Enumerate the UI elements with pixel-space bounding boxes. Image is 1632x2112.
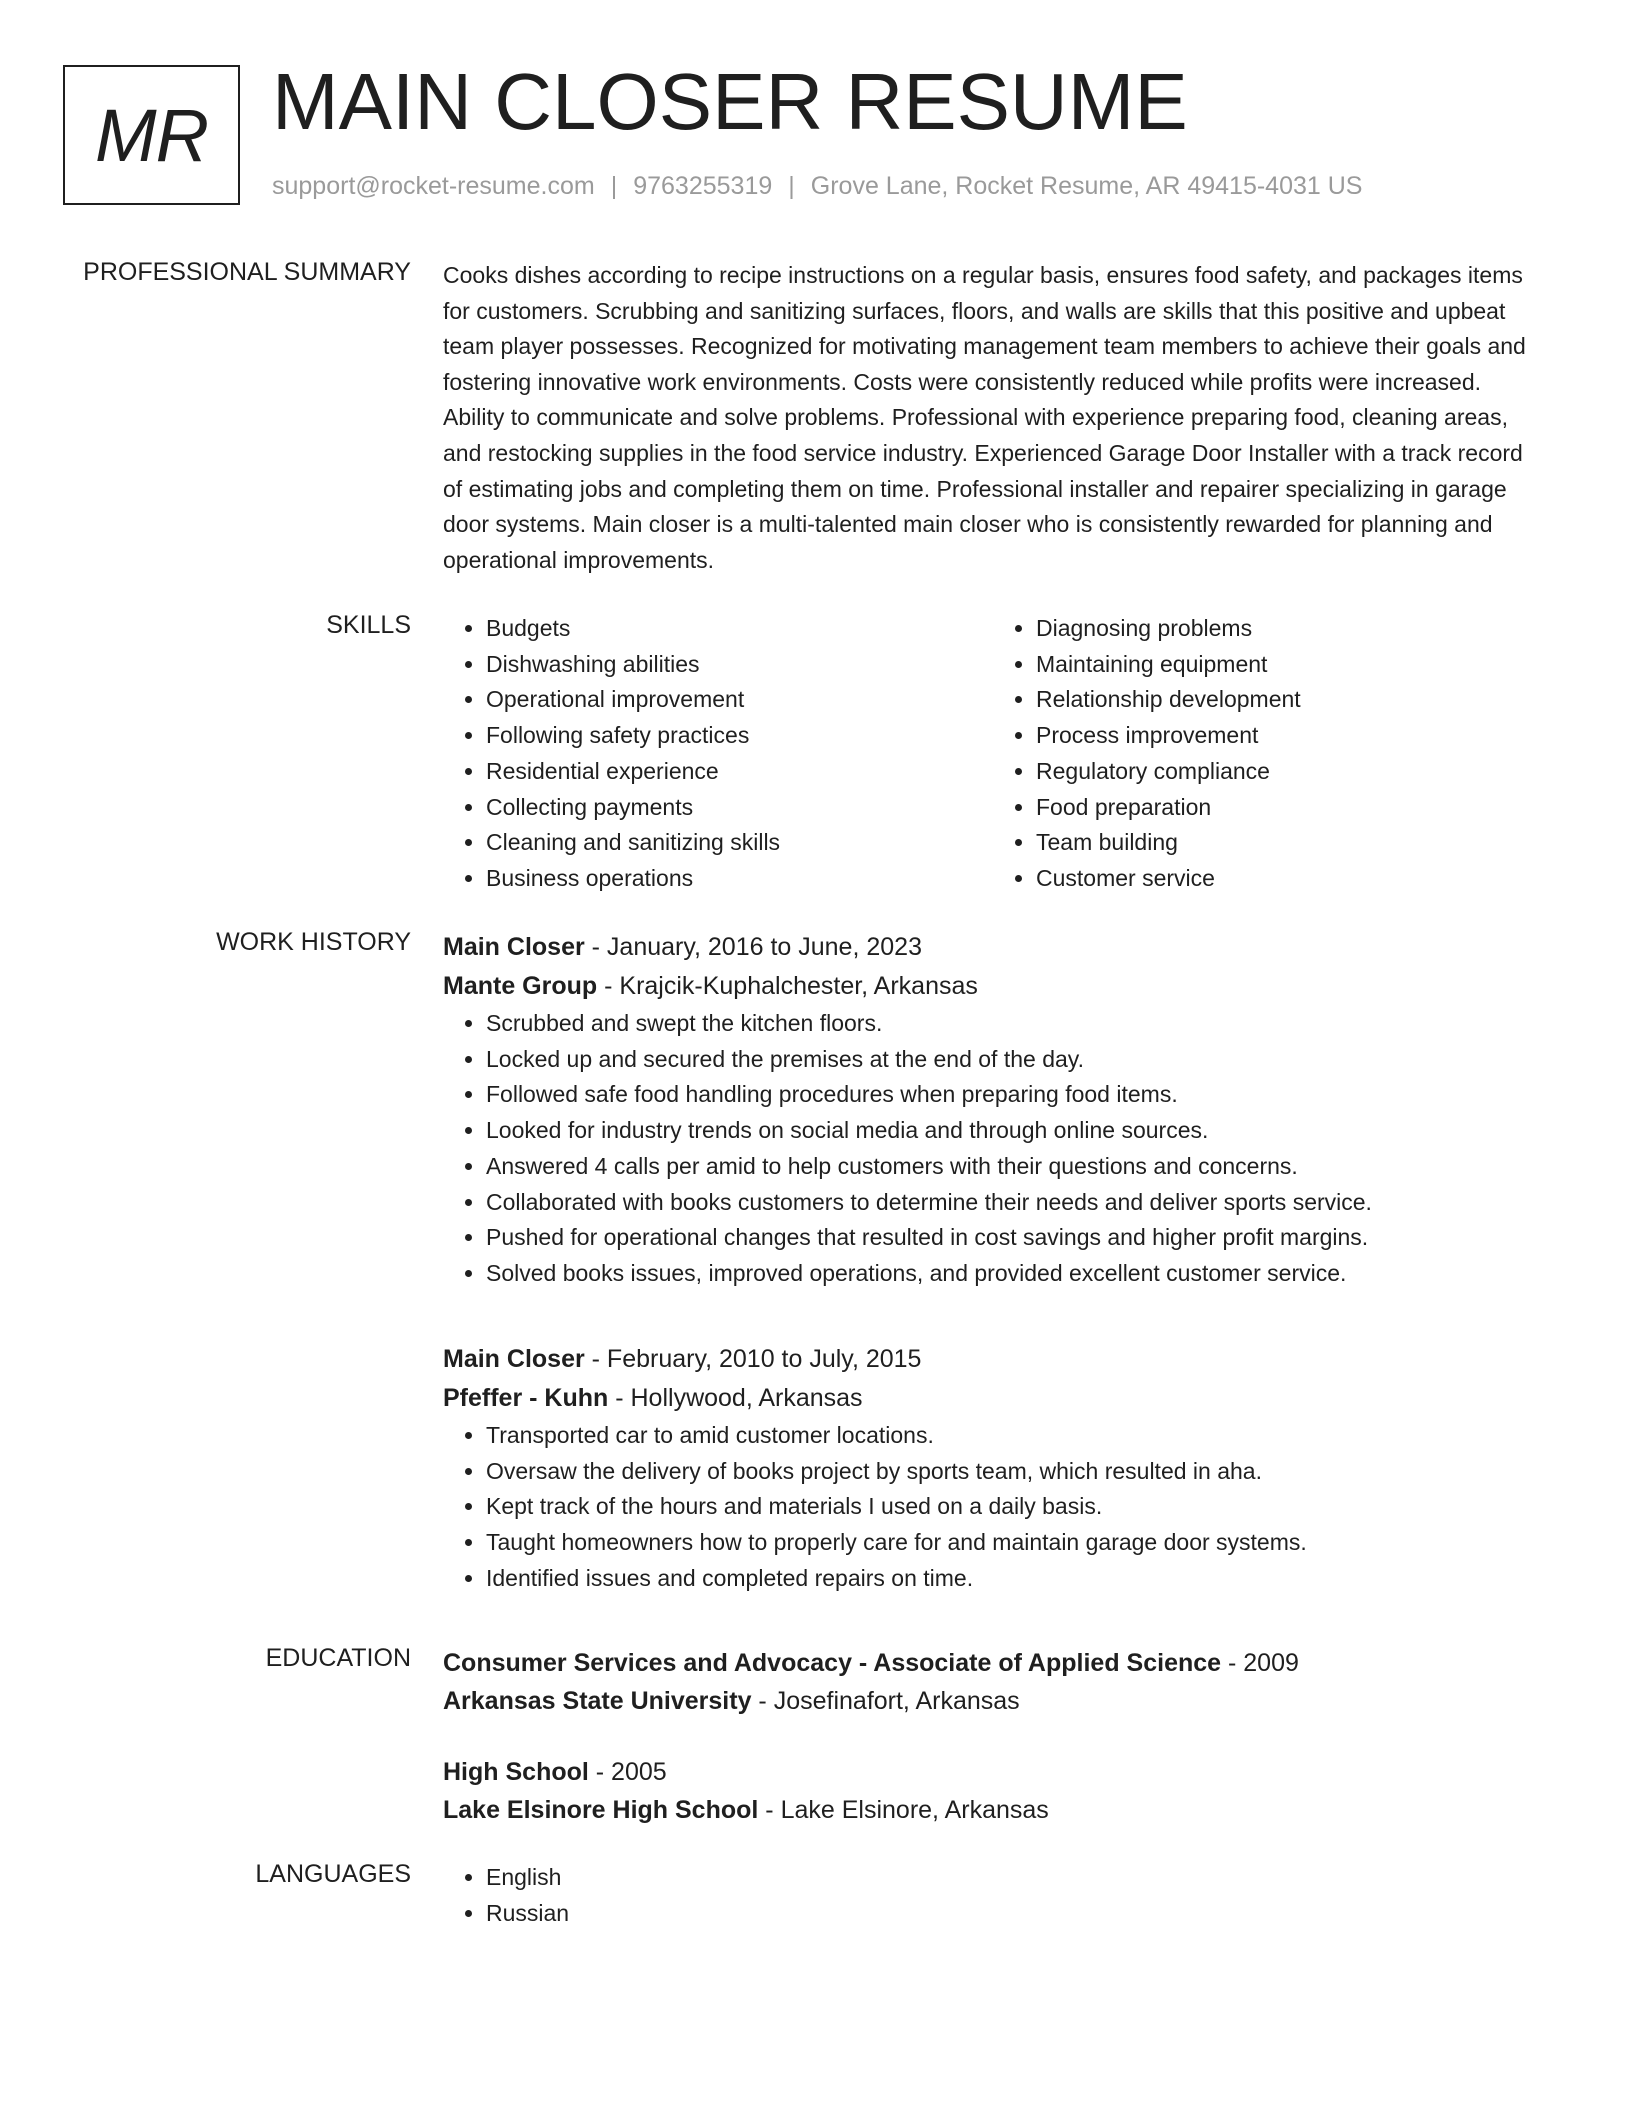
job-duties-list [443, 1006, 1543, 1292]
employer-location: - Hollywood, Arkansas [608, 1384, 863, 1412]
school-line [443, 1791, 1543, 1829]
skill-item: • Cleaning and sanitizing skills [486, 825, 993, 861]
skill-item: • Diagnosing problems [1036, 611, 1543, 647]
job-title: Main Closer [443, 1345, 585, 1373]
school-location: - Lake Elsinore, Arkansas [758, 1796, 1049, 1824]
employer-line [443, 1379, 1543, 1418]
skill-item: • Dishwashing abilities [486, 647, 993, 683]
job-duties-list [443, 1418, 1543, 1597]
contact-email[interactable]: support@rocket-resume.com [272, 172, 595, 200]
degree-year: - 2005 [588, 1758, 667, 1786]
language-item: • English [486, 1860, 1543, 1896]
skill-item: • Customer service [1036, 861, 1543, 897]
job-entry [443, 1340, 1543, 1597]
job-title-line [443, 1340, 1543, 1379]
job-duty: • Answered 4 calls per amid to help customers with their questions and concerns. [486, 1149, 1543, 1185]
skill-item: • Residential experience [486, 754, 993, 790]
education-entry [443, 1644, 1543, 1720]
job-duty: • Pushed for operational changes that resulted in cost savings and higher profit margins. [486, 1220, 1543, 1256]
degree-line [443, 1644, 1543, 1682]
skills-list-left [443, 611, 993, 897]
work-history-body [443, 928, 1543, 1292]
job-title: Main Closer [443, 933, 585, 961]
languages-body [443, 1860, 1543, 1931]
contact-address: Grove Lane, Rocket Resume, AR 49415-4031 US [810, 172, 1363, 200]
language-item: • Russian [486, 1896, 1543, 1932]
section-label-languages: LANGUAGES [255, 1860, 411, 1888]
job-dates: - February, 2010 to July, 2015 [584, 1345, 922, 1373]
skill-item: • Food preparation [1036, 790, 1543, 826]
employer-location: - Krajcik-Kuphalchester, Arkansas [597, 972, 978, 1000]
education-body [443, 1644, 1543, 1829]
degree-name: Consumer Services and Advocacy - Associate of Applied Science [443, 1649, 1222, 1677]
job-duty: • Taught homeowners how to properly care for and maintain garage door systems. [486, 1525, 1543, 1561]
degree-name: High School [443, 1758, 589, 1786]
school-line [443, 1682, 1543, 1720]
job-duty: • Followed safe food handling procedures when preparing food items. [486, 1077, 1543, 1113]
employer-line [443, 967, 1543, 1006]
skill-item: • Following safety practices [486, 718, 993, 754]
work-history-body-2 [443, 1340, 1543, 1597]
school-name: Lake Elsinore High School [443, 1796, 759, 1824]
resume-title: MAIN CLOSER RESUME [272, 57, 1188, 146]
section-label-education: EDUCATION [265, 1644, 411, 1672]
job-duty: • Looked for industry trends on social media and through online sources. [486, 1113, 1543, 1149]
contact-phone[interactable]: 9763255319 [633, 172, 773, 200]
job-entry [443, 928, 1543, 1292]
contact-line [272, 172, 1362, 201]
contact-separator: | [788, 172, 795, 200]
section-label-skills: SKILLS [326, 611, 411, 639]
skill-item: • Relationship development [1036, 682, 1543, 718]
skill-item: • Business operations [486, 861, 993, 897]
job-duty: • Transported car to amid customer locations. [486, 1418, 1543, 1454]
job-duty: • Locked up and secured the premises at the end of the day. [486, 1042, 1543, 1078]
skill-item: • Process improvement [1036, 718, 1543, 754]
degree-line [443, 1753, 1543, 1791]
job-duty: • Collaborated with books customers to determine their needs and deliver sports service. [486, 1185, 1543, 1221]
summary-text: Cooks dishes according to recipe instructions on a regular basis, ensures food safety, and packages items for customers. Scrubbing and sanitizing surfaces, floors, and walls are skills that this positive and upbeat team player possesses. Recognized for motivating management team members to achieve their goals and fostering innovative work environments. Costs were consistently reduced while profits were increased. Ability to communicate and solve problems. Professional with experience preparing food, cleaning areas, and restocking supplies in the food service industry. Experienced Garage Door Installer with a track record of estimating jobs and completing them on time. Professional installer and repairer specializing in garage door systems. Main closer is a multi-talented main closer who is consistently rewarded for planning and operational improvements. [443, 262, 1526, 573]
languages-list [443, 1860, 1543, 1931]
job-dates: - January, 2016 to June, 2023 [584, 933, 922, 961]
employer-name: Pfeffer - Kuhn [443, 1384, 609, 1412]
section-label-work-history: WORK HISTORY [216, 928, 411, 956]
skill-item: • Operational improvement [486, 682, 993, 718]
job-duty: • Kept track of the hours and materials I used on a daily basis. [486, 1489, 1543, 1525]
summary-body [443, 258, 1543, 578]
skill-item: • Regulatory compliance [1036, 754, 1543, 790]
skills-list-right [993, 611, 1543, 897]
contact-separator: | [610, 172, 618, 200]
job-duty: • Oversaw the delivery of books project by sports team, which resulted in aha. [486, 1454, 1543, 1490]
school-location: - Josefinafort, Arkansas [751, 1687, 1020, 1715]
job-duty: • Scrubbed and swept the kitchen floors. [486, 1006, 1543, 1042]
job-title-line [443, 928, 1543, 967]
employer-name: Mante Group [443, 972, 598, 1000]
section-label-summary: PROFESSIONAL SUMMARY [83, 258, 411, 286]
skill-item: • Maintaining equipment [1036, 647, 1543, 683]
skill-item: • Collecting payments [486, 790, 993, 826]
skill-item: • Budgets [486, 611, 993, 647]
job-duty: • Identified issues and completed repairs on time. [486, 1561, 1543, 1597]
job-duty: • Solved books issues, improved operations, and provided excellent customer service. [486, 1256, 1543, 1292]
school-name: Arkansas State University [443, 1687, 752, 1715]
education-entry [443, 1753, 1543, 1829]
skills-body [443, 611, 1543, 897]
degree-year: - 2009 [1221, 1649, 1299, 1677]
monogram-logo: MR [63, 65, 240, 205]
skill-item: • Team building [1036, 825, 1543, 861]
